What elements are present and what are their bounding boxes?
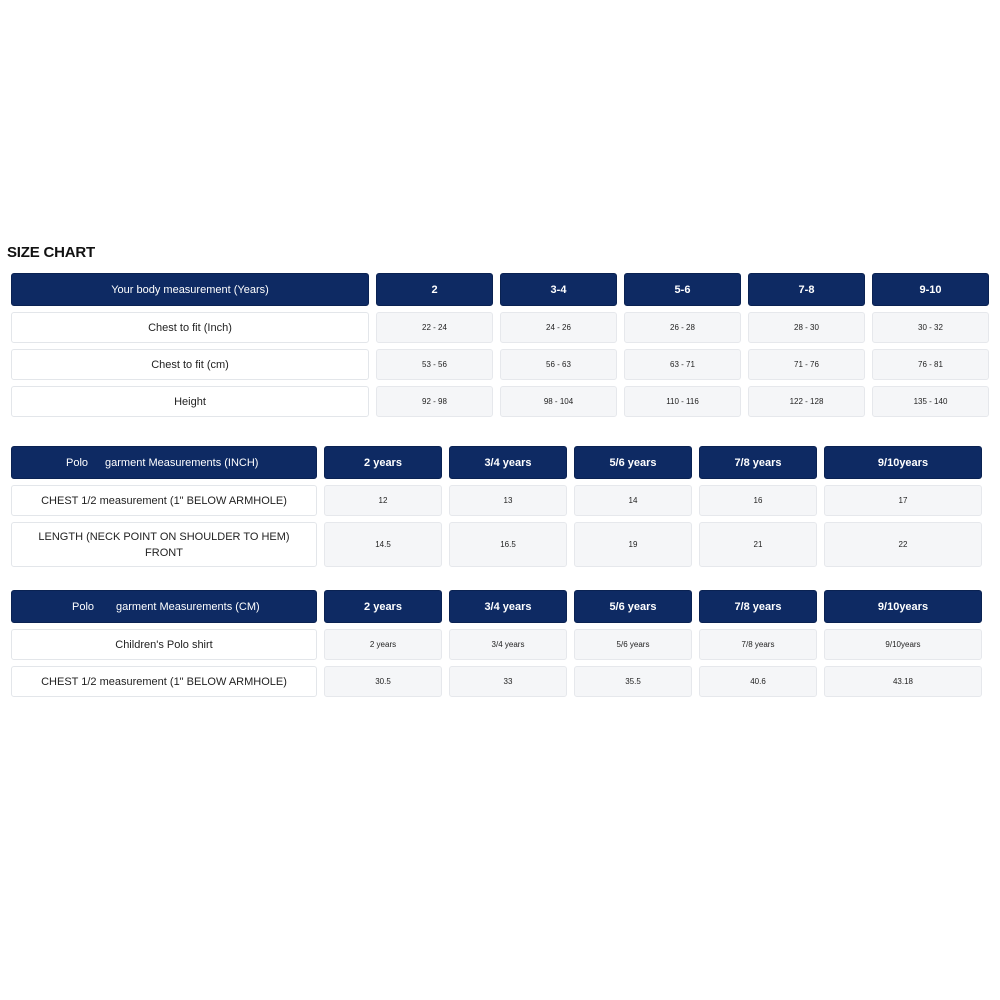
page-title: SIZE CHART <box>7 244 96 261</box>
table-cell: 14.5 <box>324 522 442 567</box>
table-cell: 12 <box>324 485 442 516</box>
table-cell: 135 - 140 <box>872 386 989 417</box>
table-cell: 43.18 <box>824 666 982 697</box>
table-cell: 71 - 76 <box>748 349 865 380</box>
table-cell: 33 <box>449 666 567 697</box>
column-header: 5/6 years <box>574 446 692 479</box>
column-header: 5-6 <box>624 273 741 306</box>
table-cell: 16 <box>699 485 817 516</box>
table-cell: 122 - 128 <box>748 386 865 417</box>
table-cell: 28 - 30 <box>748 312 865 343</box>
table-cell: 9/10years <box>824 629 982 660</box>
column-header: 7/8 years <box>699 590 817 623</box>
column-header: 5/6 years <box>574 590 692 623</box>
table-cell: 5/6 years <box>574 629 692 660</box>
column-header: 9-10 <box>872 273 989 306</box>
table-cell: 22 <box>824 522 982 567</box>
table-cell: 13 <box>449 485 567 516</box>
table-cell: 16.5 <box>449 522 567 567</box>
column-header: 2 <box>376 273 493 306</box>
table-cell: 2 years <box>324 629 442 660</box>
row-label: Children's Polo shirt <box>11 629 317 660</box>
column-header: 9/10years <box>824 590 982 623</box>
table-cell: 110 - 116 <box>624 386 741 417</box>
table-cell: 24 - 26 <box>500 312 617 343</box>
table-cell: 19 <box>574 522 692 567</box>
table-cell: 3/4 years <box>449 629 567 660</box>
table-cell: 53 - 56 <box>376 349 493 380</box>
body-measurement-table <box>11 273 989 417</box>
row-label: CHEST 1/2 measurement (1" BELOW ARMHOLE) <box>11 666 317 697</box>
table-cell: 35.5 <box>574 666 692 697</box>
table-cell: 7/8 years <box>699 629 817 660</box>
table-cell: 40.6 <box>699 666 817 697</box>
table-header-label: Your body measurement (Years) <box>11 273 369 306</box>
column-header: 3-4 <box>500 273 617 306</box>
column-header: 2 years <box>324 446 442 479</box>
column-header: 3/4 years <box>449 446 567 479</box>
column-header: 9/10years <box>824 446 982 479</box>
table-header-label <box>11 446 317 479</box>
row-label: Chest to fit (Inch) <box>11 312 369 343</box>
garment-cm-table <box>11 590 989 697</box>
garment-inch-table <box>11 446 989 567</box>
header-label-part: garment Measurements (CM) <box>116 600 260 613</box>
table-cell: 22 - 24 <box>376 312 493 343</box>
row-label: Height <box>11 386 369 417</box>
table-cell: 98 - 104 <box>500 386 617 417</box>
table-cell: 56 - 63 <box>500 349 617 380</box>
table-cell: 17 <box>824 485 982 516</box>
table-cell: 63 - 71 <box>624 349 741 380</box>
table-cell: 14 <box>574 485 692 516</box>
row-label: CHEST 1/2 measurement (1" BELOW ARMHOLE) <box>11 485 317 516</box>
table-header-label <box>11 590 317 623</box>
row-label: LENGTH (NECK POINT ON SHOULDER TO HEM) FRONT <box>11 522 317 567</box>
column-header: 2 years <box>324 590 442 623</box>
table-cell: 30 - 32 <box>872 312 989 343</box>
table-cell: 26 - 28 <box>624 312 741 343</box>
column-header: 3/4 years <box>449 590 567 623</box>
table-cell: 30.5 <box>324 666 442 697</box>
column-header: 7-8 <box>748 273 865 306</box>
table-cell: 92 - 98 <box>376 386 493 417</box>
table-cell: 76 - 81 <box>872 349 989 380</box>
header-label-part: garment Measurements (INCH) <box>105 456 259 469</box>
table-cell: 21 <box>699 522 817 567</box>
header-label-part: Polo <box>66 456 89 469</box>
row-label: Chest to fit (cm) <box>11 349 369 380</box>
column-header: 7/8 years <box>699 446 817 479</box>
header-label-part: Polo <box>72 600 95 613</box>
